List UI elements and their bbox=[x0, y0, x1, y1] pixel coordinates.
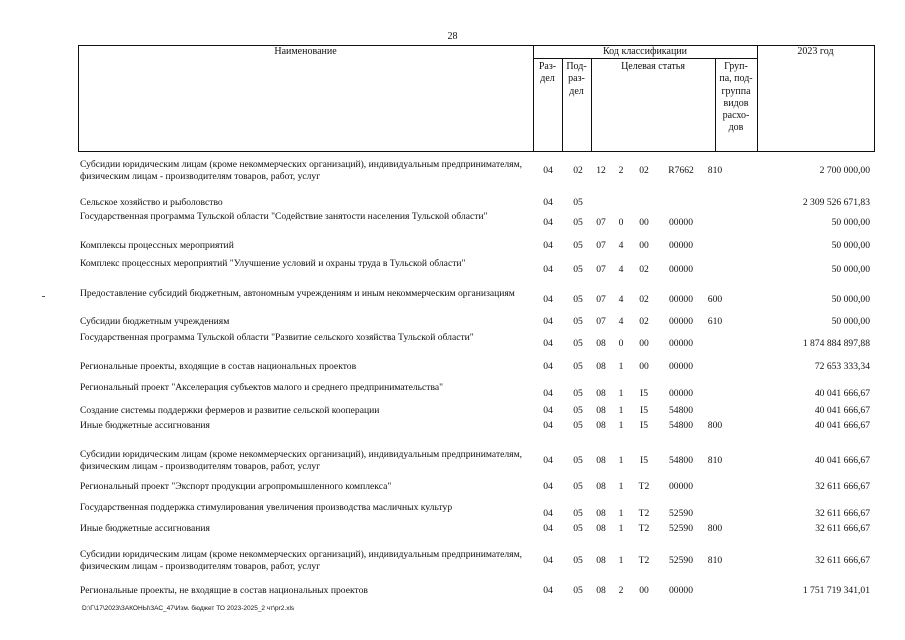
row-amount: 50 000,00 bbox=[831, 217, 870, 228]
table-row bbox=[80, 258, 870, 281]
row-code-r: 04 bbox=[543, 555, 553, 566]
row-code-g: 600 bbox=[707, 294, 723, 305]
row-amount: 40 041 666,67 bbox=[814, 405, 870, 416]
row-amount: 32 611 666,67 bbox=[815, 481, 870, 492]
row-code-pr: 05 bbox=[573, 361, 583, 372]
row-code-t4: 00000 bbox=[669, 338, 693, 349]
row-code-t2: 1 bbox=[618, 405, 624, 416]
row-code-t4: R7662 bbox=[668, 165, 694, 176]
row-code-g: 800 bbox=[707, 420, 723, 431]
row-name: Региональные проекты, входящие в состав национальных проектов bbox=[80, 361, 357, 372]
row-code-t4: 00000 bbox=[669, 264, 693, 275]
row-code-t2: 1 bbox=[618, 455, 624, 466]
row-code-t2: 4 bbox=[618, 294, 624, 305]
row-code-t2: 0 bbox=[618, 217, 624, 228]
row-code-t3: T2 bbox=[638, 508, 650, 519]
row-name: Комплексы процессных мероприятий bbox=[80, 240, 234, 251]
row-code-t4: 54800 bbox=[669, 455, 693, 466]
row-code-pr: 05 bbox=[573, 420, 583, 431]
row-code-t2: 4 bbox=[618, 240, 624, 251]
row-code-t4: 54800 bbox=[669, 420, 693, 431]
row-code-t3: T2 bbox=[638, 523, 650, 534]
row-code-t1: 08 bbox=[596, 481, 606, 492]
header-classification: Код классификации bbox=[602, 46, 688, 57]
row-code-t1: 08 bbox=[596, 585, 606, 596]
row-code-r: 04 bbox=[543, 405, 553, 416]
row-amount: 50 000,00 bbox=[831, 240, 870, 251]
row-amount: 50 000,00 bbox=[831, 316, 870, 327]
table-row bbox=[80, 197, 870, 209]
row-code-r: 04 bbox=[543, 523, 553, 534]
row-code-pr: 05 bbox=[573, 338, 583, 349]
row-name: Государственная программа Тульской области "Содействие занятости населения Тульской области" bbox=[80, 211, 488, 222]
row-code-t4: 52590 bbox=[669, 555, 693, 566]
row-code-g: 810 bbox=[707, 455, 723, 466]
table-row bbox=[80, 585, 870, 597]
row-name: Иные бюджетные ассигнования bbox=[80, 523, 210, 534]
row-code-pr: 05 bbox=[573, 217, 583, 228]
row-code-t4: 52590 bbox=[669, 523, 693, 534]
file-path-footer: D:\Г\17\2023\ЗАКОНЫ\ЗАС_47\Изм. бюджет ТО 2023-2025_2 чт\pr2.xls bbox=[82, 605, 295, 612]
row-amount: 32 611 666,67 bbox=[815, 508, 870, 519]
table-row bbox=[80, 316, 870, 328]
table-row bbox=[80, 159, 870, 182]
row-amount: 32 611 666,67 bbox=[815, 523, 870, 534]
row-code-pr: 05 bbox=[573, 585, 583, 596]
row-code-t2: 1 bbox=[618, 523, 624, 534]
row-code-r: 04 bbox=[543, 420, 553, 431]
row-code-pr: 02 bbox=[573, 165, 583, 176]
row-code-r: 04 bbox=[543, 264, 553, 275]
row-code-t2: 2 bbox=[618, 585, 624, 596]
row-amount: 50 000,00 bbox=[831, 294, 870, 305]
row-code-r: 04 bbox=[543, 585, 553, 596]
row-code-t1: 08 bbox=[596, 420, 606, 431]
table-row bbox=[80, 288, 870, 311]
row-code-t1: 08 bbox=[596, 361, 606, 372]
row-code-t1: 08 bbox=[596, 405, 606, 416]
row-amount: 1 751 719 341,01 bbox=[802, 585, 870, 596]
row-code-t4: 00000 bbox=[669, 316, 693, 327]
row-code-t1: 08 bbox=[596, 508, 606, 519]
row-code-pr: 05 bbox=[573, 508, 583, 519]
row-code-g: 610 bbox=[707, 316, 723, 327]
table-row bbox=[80, 405, 870, 417]
row-code-t2: 1 bbox=[618, 481, 624, 492]
scan-speck bbox=[42, 296, 45, 297]
row-code-r: 04 bbox=[543, 294, 553, 305]
row-code-t1: 08 bbox=[596, 555, 606, 566]
row-name: Субсидии бюджетным учреждениям bbox=[80, 316, 230, 327]
row-code-t4: 00000 bbox=[669, 240, 693, 251]
row-code-t4: 00000 bbox=[669, 294, 693, 305]
row-code-t2: 1 bbox=[618, 388, 624, 399]
row-code-r: 04 bbox=[543, 481, 553, 492]
row-code-t3: I5 bbox=[640, 405, 648, 416]
row-code-t1: 07 bbox=[596, 264, 606, 275]
row-name: Комплекс процессных мероприятий "Улучшение условий и охраны труда в Тульской области" bbox=[80, 258, 466, 269]
table-row bbox=[80, 481, 870, 493]
row-code-g: 810 bbox=[707, 555, 723, 566]
row-code-t2: 2 bbox=[618, 165, 624, 176]
row-code-t1: 08 bbox=[596, 388, 606, 399]
row-code-t2: 1 bbox=[618, 555, 624, 566]
row-code-pr: 05 bbox=[573, 523, 583, 534]
row-code-t4: 54800 bbox=[669, 405, 693, 416]
row-code-pr: 05 bbox=[573, 264, 583, 275]
row-code-t3: 00 bbox=[639, 217, 649, 228]
row-code-r: 04 bbox=[543, 240, 553, 251]
row-name: Сельское хозяйство и рыболовство bbox=[80, 197, 223, 208]
table-row bbox=[80, 240, 870, 252]
row-amount: 2 700 000,00 bbox=[819, 165, 870, 176]
row-code-t3: 02 bbox=[639, 294, 649, 305]
row-code-r: 04 bbox=[543, 316, 553, 327]
row-name: Предоставление субсидий бюджетным, автономным учреждениям и иным некоммерческим организациям bbox=[80, 288, 515, 299]
row-code-t2: 4 bbox=[618, 316, 624, 327]
row-amount: 40 041 666,67 bbox=[814, 420, 870, 431]
row-code-t4: 00000 bbox=[669, 361, 693, 372]
row-code-t3: 02 bbox=[639, 264, 649, 275]
row-code-t1: 08 bbox=[596, 523, 606, 534]
header-group: Груп- па, под- группа видов расхо- дов bbox=[719, 61, 753, 134]
row-code-t1: 12 bbox=[596, 165, 606, 176]
row-name: Региональные проекты, не входящие в состав национальных проектов bbox=[80, 585, 368, 596]
row-code-pr: 05 bbox=[573, 197, 583, 208]
row-code-t1: 07 bbox=[596, 316, 606, 327]
row-code-pr: 05 bbox=[573, 555, 583, 566]
row-code-t3: 00 bbox=[639, 361, 649, 372]
table-row bbox=[80, 523, 870, 535]
row-code-r: 04 bbox=[543, 217, 553, 228]
table-row bbox=[80, 549, 870, 572]
row-code-t4: 00000 bbox=[669, 217, 693, 228]
row-code-t4: 00000 bbox=[669, 481, 693, 492]
header-razdel: Раз- дел bbox=[538, 61, 557, 85]
header-podrazdel: Под- раз- дел bbox=[566, 61, 587, 97]
row-name: Создание системы поддержки фермеров и развитие сельской кооперации bbox=[80, 405, 380, 416]
row-code-t2: 4 bbox=[618, 264, 624, 275]
row-code-t3: T2 bbox=[638, 555, 650, 566]
row-amount: 72 653 333,34 bbox=[814, 361, 870, 372]
row-code-t3: I5 bbox=[640, 388, 648, 399]
table-row bbox=[80, 420, 870, 432]
row-amount: 2 309 526 671,83 bbox=[802, 197, 870, 208]
row-code-t3: T2 bbox=[638, 481, 650, 492]
row-code-t4: 00000 bbox=[669, 585, 693, 596]
row-name: Региональный проект "Акселерация субъектов малого и среднего предпринимательства" bbox=[80, 382, 444, 393]
header-target: Целевая статья bbox=[621, 61, 685, 72]
row-name: Государственная поддержка стимулирования увеличения производства масличных культур bbox=[80, 502, 453, 513]
row-name: Иные бюджетные ассигнования bbox=[80, 420, 210, 431]
row-code-t2: 1 bbox=[618, 508, 624, 519]
table-row bbox=[80, 382, 870, 405]
row-code-t2: 1 bbox=[618, 361, 624, 372]
row-amount: 50 000,00 bbox=[831, 264, 870, 275]
row-code-g: 810 bbox=[707, 165, 723, 176]
row-code-pr: 05 bbox=[573, 294, 583, 305]
row-amount: 32 611 666,67 bbox=[815, 555, 870, 566]
row-code-t1: 08 bbox=[596, 455, 606, 466]
row-name: Государственная программа Тульской области "Развитие сельского хозяйства Тульской области" bbox=[80, 332, 474, 343]
table-row bbox=[80, 211, 870, 234]
row-code-t3: 00 bbox=[639, 240, 649, 251]
row-code-r: 04 bbox=[543, 388, 553, 399]
row-code-t2: 1 bbox=[618, 420, 624, 431]
row-code-t1: 07 bbox=[596, 240, 606, 251]
table-row bbox=[80, 361, 870, 373]
row-code-t3: 00 bbox=[639, 338, 649, 349]
row-code-g: 800 bbox=[707, 523, 723, 534]
row-code-t4: 00000 bbox=[669, 388, 693, 399]
row-code-t1: 07 bbox=[596, 294, 606, 305]
row-code-t3: I5 bbox=[640, 455, 648, 466]
row-name: Субсидии юридическим лицам (кроме некоммерческих организаций), индивидуальным предпринимателям, физическим лицам - производителям товаров, работ, услуг bbox=[80, 549, 523, 572]
row-code-t1: 07 bbox=[596, 217, 606, 228]
row-code-r: 04 bbox=[543, 361, 553, 372]
row-code-pr: 05 bbox=[573, 481, 583, 492]
row-name: Субсидии юридическим лицам (кроме некоммерческих организаций), индивидуальным предпринимателям, физическим лицам - производителям товаров, работ, услуг bbox=[80, 159, 523, 182]
row-amount: 40 041 666,67 bbox=[814, 455, 870, 466]
row-code-r: 04 bbox=[543, 338, 553, 349]
header-name: Наименование bbox=[274, 46, 337, 57]
row-name: Региональный проект "Экспорт продукции агропромышленного комплекса" bbox=[80, 481, 392, 492]
row-code-pr: 05 bbox=[573, 240, 583, 251]
row-code-pr: 05 bbox=[573, 388, 583, 399]
row-name: Субсидии юридическим лицам (кроме некоммерческих организаций), индивидуальным предпринимателям, физическим лицам - производителям товаров, работ, услуг bbox=[80, 449, 523, 472]
page-number: 28 bbox=[447, 31, 458, 42]
row-code-t3: I5 bbox=[640, 420, 648, 431]
row-code-pr: 05 bbox=[573, 455, 583, 466]
row-code-t3: 02 bbox=[639, 165, 649, 176]
table-row bbox=[80, 332, 870, 355]
row-code-t3: 00 bbox=[639, 585, 649, 596]
row-code-t2: 0 bbox=[618, 338, 624, 349]
row-code-r: 04 bbox=[543, 197, 553, 208]
row-amount: 1 874 884 897,88 bbox=[802, 338, 870, 349]
row-amount: 40 041 666,67 bbox=[814, 388, 870, 399]
row-code-pr: 05 bbox=[573, 316, 583, 327]
row-code-pr: 05 bbox=[573, 405, 583, 416]
table-header bbox=[78, 45, 875, 151]
row-code-r: 04 bbox=[543, 165, 553, 176]
row-code-r: 04 bbox=[543, 508, 553, 519]
table-row bbox=[80, 449, 870, 472]
table-row bbox=[80, 502, 870, 525]
header-year: 2023 год bbox=[797, 46, 834, 57]
row-code-t1: 08 bbox=[596, 338, 606, 349]
row-code-t4: 52590 bbox=[669, 508, 693, 519]
row-code-t3: 02 bbox=[639, 316, 649, 327]
row-code-r: 04 bbox=[543, 455, 553, 466]
